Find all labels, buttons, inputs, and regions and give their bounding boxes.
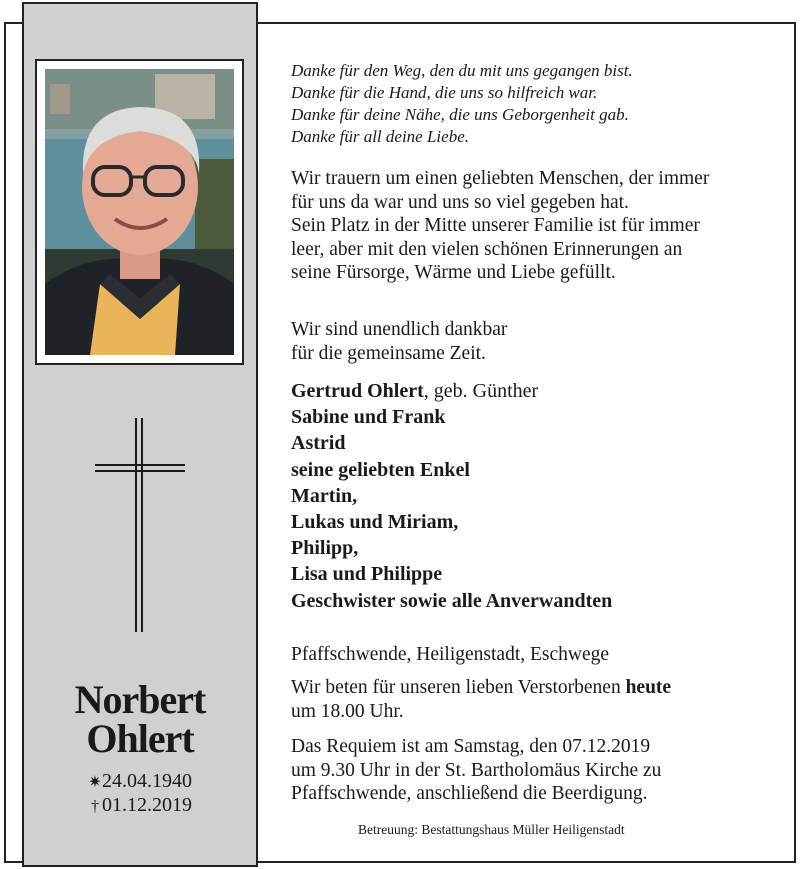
portrait-photo bbox=[45, 69, 234, 355]
deceased-last-name: Ohlert bbox=[86, 716, 194, 761]
dagger-icon: † bbox=[91, 798, 99, 815]
widow-maiden-name: , geb. Günther bbox=[423, 380, 539, 402]
deceased-first-name: Norbert bbox=[74, 677, 206, 722]
death-date-line bbox=[22, 792, 258, 820]
text-line: Das Requiem ist am Samstag, den 07.12.2019 bbox=[291, 736, 651, 757]
family-member: Martin, bbox=[291, 484, 358, 507]
text-line: leer, aber mit den vielen schönen Erinnerungen an bbox=[291, 238, 683, 260]
widow-name: Gertrud Ohlert bbox=[291, 380, 424, 402]
funeral-home-credit: Betreuung: Bestattungshaus Müller Heiligenstadt bbox=[358, 822, 625, 837]
portrait-illustration bbox=[45, 69, 234, 355]
family-member: seine geliebten Enkel bbox=[291, 458, 470, 481]
prayer-time: um 18.00 Uhr. bbox=[291, 700, 404, 722]
text-line: Wir trauern um einen geliebten Menschen, der immer bbox=[291, 168, 710, 189]
birth-date: 24.04.1940 bbox=[102, 770, 192, 792]
family-member: Lukas und Miriam, bbox=[291, 511, 459, 534]
gratitude-paragraph bbox=[291, 318, 507, 365]
portrait-photo-frame bbox=[35, 59, 244, 365]
text-line: für die gemeinsame Zeit. bbox=[291, 342, 486, 364]
text-line: Pfaffschwende, anschließend die Beerdigung. bbox=[291, 783, 648, 804]
family-member: Philipp, bbox=[291, 537, 359, 560]
family-member: Sabine und Frank bbox=[291, 406, 446, 429]
poem bbox=[291, 60, 633, 148]
cross-icon bbox=[95, 418, 187, 632]
poem-line: Danke für die Hand, die uns so hilfreich war. bbox=[291, 83, 598, 102]
poem-line: Danke für deine Nähe, die uns Geborgenheit gab. bbox=[291, 105, 629, 124]
poem-line: Danke für den Weg, den du mit uns gegangen bist. bbox=[291, 61, 633, 80]
star-icon: ✷ bbox=[88, 774, 102, 791]
prayer-paragraph bbox=[291, 676, 671, 723]
text-line: um 9.30 Uhr in der St. Bartholomäus Kirche zu bbox=[291, 759, 662, 781]
family-member: Lisa und Philippe bbox=[291, 563, 443, 586]
family-member: Astrid bbox=[291, 432, 346, 455]
family-member: Geschwister sowie alle Anverwandten bbox=[291, 589, 613, 612]
prayer-text: Wir beten für unseren lieben Verstorbenen bbox=[291, 677, 626, 698]
requiem-paragraph bbox=[291, 735, 661, 806]
text-line: für uns da war und uns so viel gegeben hat. bbox=[291, 191, 629, 213]
text-line: Sein Platz in der Mitte unserer Familie ist für immer bbox=[291, 215, 700, 236]
death-date: 01.12.2019 bbox=[102, 794, 192, 816]
prayer-line bbox=[291, 676, 671, 700]
widow-line bbox=[291, 378, 612, 404]
mourning-paragraph bbox=[291, 167, 709, 285]
poem-line: Danke für all deine Liebe. bbox=[291, 127, 469, 146]
prayer-day: heute bbox=[625, 677, 672, 698]
places-line: Pfaffschwende, Heiligenstadt, Eschwege bbox=[291, 644, 610, 665]
family-list bbox=[291, 378, 612, 614]
text-line: seine Fürsorge, Wärme und Liebe gefüllt. bbox=[291, 262, 616, 283]
text-line: Wir sind unendlich dankbar bbox=[291, 319, 508, 340]
